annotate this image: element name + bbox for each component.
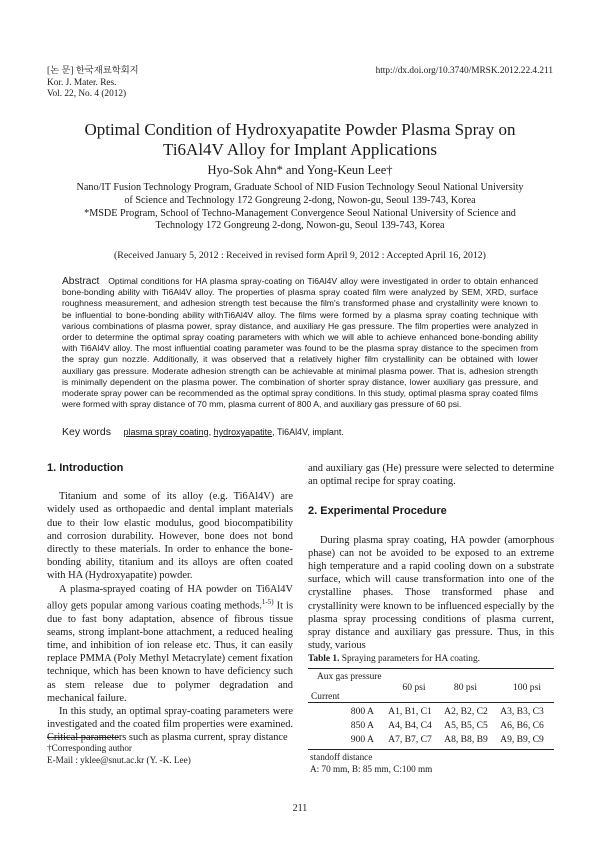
- journal-volume: Vol. 22, No. 4 (2012): [47, 89, 127, 99]
- table-caption: [308, 654, 480, 664]
- citation: 1-5): [261, 597, 274, 606]
- table-row: [308, 704, 550, 718]
- column-header: 100 psi: [513, 682, 541, 693]
- affiliation-line: Technology 172 Gongreung 2-dong, Nowon-gu, Seoul 139-743, Korea: [155, 220, 445, 232]
- journal-korean-name: [논 문] 한국재료학회지: [47, 66, 139, 76]
- keyword: Ti6Al4V: [277, 427, 308, 437]
- table-note: [310, 752, 432, 775]
- doi-link[interactable]: http://dx.doi.org/10.3740/MRSK.2012.22.4.211: [375, 66, 553, 76]
- journal-header: [47, 66, 139, 101]
- section-heading-experimental: 2. Experimental Procedure: [308, 505, 447, 518]
- table-cell: A8, B8, B9: [444, 733, 488, 745]
- row-current: 850 A: [350, 719, 374, 731]
- footnote-email: E-Mail : yklee@snut.ac.kr (Y. -K. Lee): [47, 754, 191, 765]
- row-current: 900 A: [350, 733, 374, 745]
- keyword: plasma spray coating: [123, 427, 209, 437]
- paragraph: During plasma spray coating, HA powder (amorphous phase) can not be avoided to be exposed to an extreme high temperature and a rapid cooling down on a substrate surface, which will cause transformation into one of the crystalline phases. Those transformed phase and crystallinity were known to be influenced especially by the plasma spray processing conditions of plasma current, spray distance and auxiliary gas pressure. Thus, in this study, various: [308, 534, 554, 652]
- table-caption-text: Spraying parameters for HA coating.: [341, 654, 481, 664]
- affiliation-line: Nano/IT Fusion Technology Program, Graduate School of NID Fusion Technology Seoul National University: [76, 182, 524, 193]
- footnote-corresponding: †Corresponding author: [47, 743, 132, 753]
- table-cell: A5, B5, C5: [444, 719, 488, 731]
- abstract-label: Abstract: [62, 276, 100, 287]
- table-cell: A4, B4, C4: [388, 719, 432, 731]
- left-column: [47, 462, 293, 745]
- table-note-line: standoff distance: [310, 752, 373, 762]
- journal-abbreviation: Kor. J. Mater. Res.: [47, 77, 117, 88]
- paragraph-text: It is due to fast bony adaptation, absence of fibrous tissue seams, strong implant-bone attachment, a reduced healing time, and inhibition of ion release etc. Thus, it can easily replace PMMA (Poly Methyl Metacrylate) cement fixation technique, which has been known to have deficiency such as stem release due to polymer degradation and mechanical failure.: [47, 600, 293, 704]
- keywords: Key words plasma spray coating, hydroxyapatite, Ti6Al4V, implant.: [62, 426, 344, 438]
- paragraph: [47, 583, 293, 705]
- footnote-divider: [47, 737, 119, 738]
- column-header: 60 psi: [402, 682, 426, 693]
- footnote: [47, 743, 191, 766]
- table-note-line: A: 70 mm, B: 85 mm, C:100 mm: [310, 763, 433, 774]
- table-row: [308, 732, 550, 746]
- abstract: [62, 276, 538, 410]
- header-current: Current: [311, 692, 340, 702]
- table-row: [308, 718, 550, 732]
- page-number: 211: [292, 803, 308, 814]
- paragraph-continued: and auxiliary gas (He) pressure were selected to determine an optimal recipe for spray coating.: [308, 463, 554, 488]
- abstract-text: Optimal conditions for HA plasma spray-coating on Ti6Al4V alloy were investigated in order to obtain enhanced bone-bonding ability with Ti6Al4V alloy. The properties of plasma spray coated film were analyzed by SEM, XRD, surface roughness measurement, and adhesion strength test because the film's transformed phase and crystallinity were known to be influential to bone-bonding ability withTi6Al4V alloy. The films were formed by a plasma spray coating technique with various combinations of plasma power, spray distance, and auxiliary He gas pressure. The film properties were analyzed in order to determine the optimal spray coating parameters with which we will able to achieve enhanced bone-bonding ability with Ti6Al4V alloy. The most influential coating parameter was found to be the plasma spray distance to the specimen from the spray gun nozzle. Additionally, it was observed that a relatively higher film crystallinity can be obtained with lower auxiliary gas pressure. Moderate adhesion strength can be achievable at minimal plasma power. That is, adhesion strength is minimally dependent on the plasma power. The combination of shorter spray distance, lower auxiliary gas pressure, and moderate spray power can be recommended as the optimal spray conditions. In this study, optimal plasma spray coated films were formed with spray distance of 70 mm, plasma current of 800 A, and auxiliary gas pressure of 60 psi.: [62, 276, 538, 410]
- received-dates: (Received January 5, 2012 : Received in revised form April 9, 2012 : Accepted April 16, 2012): [114, 250, 486, 261]
- paper-title: [40, 120, 560, 160]
- spraying-parameters-table: [308, 704, 550, 746]
- keyword: hydroxyapatite: [213, 427, 273, 437]
- title-line-2: Ti6Al4V Alloy for Implant Applications: [163, 140, 437, 159]
- table-header-labels: [311, 671, 382, 703]
- table-cell: A9, B9, C9: [500, 733, 544, 745]
- paragraph-text: A plasma-sprayed coating of HA powder on Ti6Al4V alloy gets popular among various coating methods.: [47, 583, 293, 612]
- table-top-rule: [308, 668, 554, 669]
- table-caption-label: Table 1.: [308, 654, 340, 664]
- paragraph: In this study, an optimal spray-coating parameters were investigated and the coated film properties were examined. Critical parameters such as plasma current, spray distance: [47, 705, 293, 744]
- table-column-headers: [397, 682, 554, 693]
- authors: Hyo-Sok Ahn* and Yong-Keun Lee†: [207, 163, 393, 177]
- section-heading-introduction: 1. Introduction: [47, 462, 124, 474]
- keyword: implant.: [312, 427, 344, 437]
- table-cell: A1, B1, C1: [388, 705, 432, 717]
- header-aux-gas: Aux gas pressure: [317, 672, 382, 682]
- keywords-label: Key words: [62, 426, 112, 438]
- column-header: 80 psi: [453, 682, 478, 693]
- affiliation-line: *MSDE Program, School of Techno-Management Convergence Seoul National University of Science and: [84, 207, 516, 219]
- affiliation-line: of Science and Technology 172 Gongreung 2-dong, Nowon-gu, Seoul 139-743, Korea: [124, 194, 476, 206]
- table-body: [308, 704, 550, 746]
- table-header-rule: [308, 702, 554, 703]
- table-bottom-rule: [308, 749, 554, 750]
- row-current: 800 A: [350, 705, 374, 717]
- table-cell: A7, B7, C7: [388, 733, 432, 745]
- table-cell: A3, B3, C3: [500, 705, 544, 717]
- affiliations: [50, 182, 550, 233]
- paragraph: Titanium and some of its alloy (e.g. Ti6Al4V) are widely used as orthopaedic and dental implant materials due to their low elastic modulus, good biocompatibility and corrosion durability. However, bone does not bond directly to these materials. In order to enhance the bone-bonding ability, titanium and its alloys are often coated with HA (Hydroxyapatite) powder.: [47, 491, 293, 582]
- right-column: [308, 462, 554, 652]
- title-line-1: Optimal Condition of Hydroxyapatite Powder Plasma Spray on: [84, 120, 516, 139]
- table-cell: A2, B2, C2: [444, 705, 488, 717]
- table-cell: A6, B6, C6: [500, 719, 544, 731]
